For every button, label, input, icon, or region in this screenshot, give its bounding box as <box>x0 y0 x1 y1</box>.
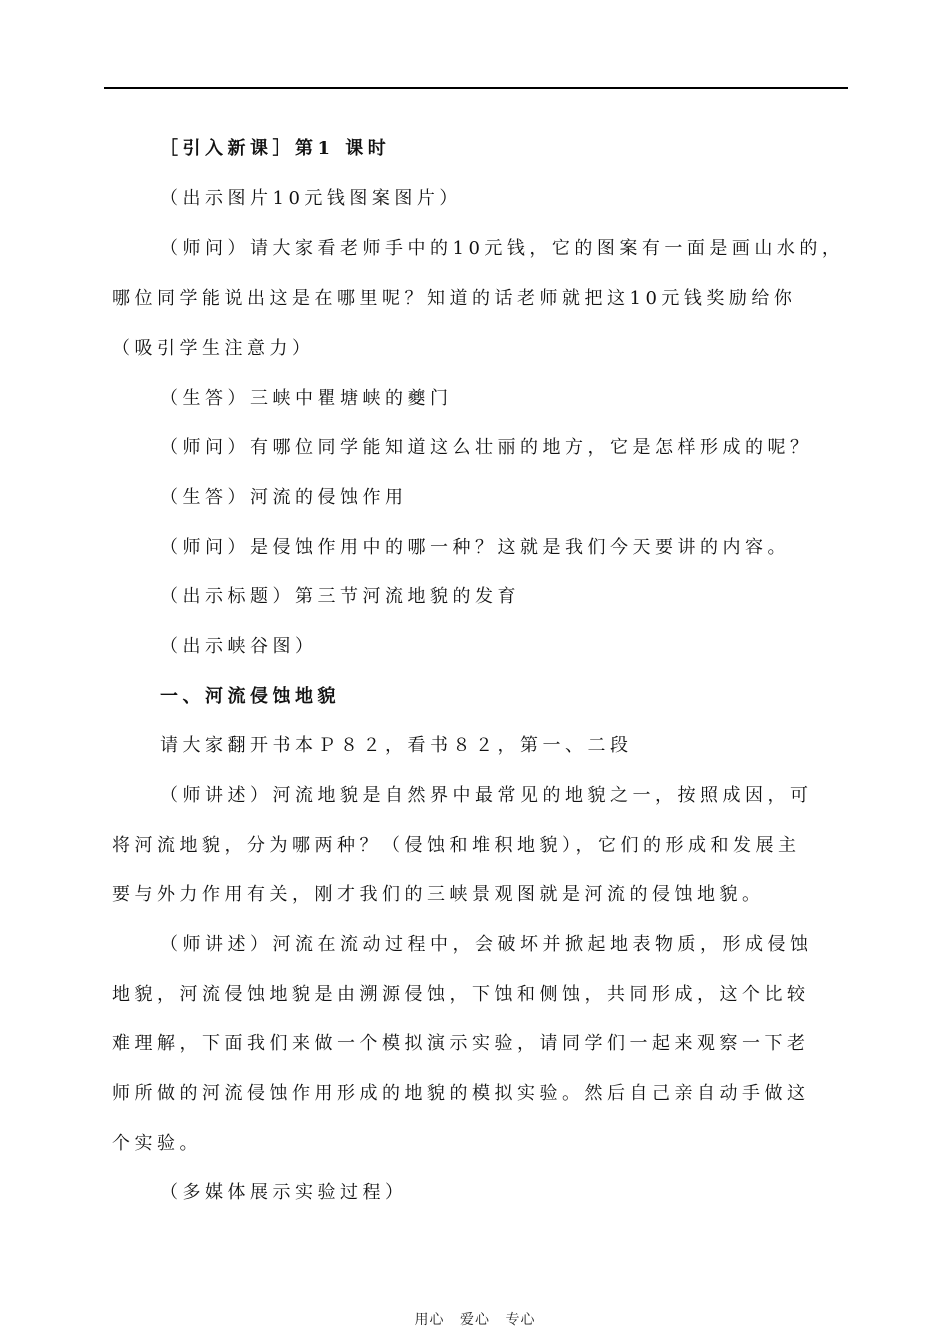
paragraph-line: （师讲述）河流在流动过程中，会破坏并掀起地表物质，形成侵蚀 <box>160 934 813 955</box>
paragraph-line: 师所做的河流侵蚀作用形成的地貌的模拟实验。然后自己亲自动手做这 <box>112 1083 810 1104</box>
paragraph-line: （出示标题）第三节河流地貌的发育 <box>160 586 520 607</box>
paragraph-line: （师讲述）河流地貌是自然界中最常见的地貌之一，按照成因，可 <box>160 785 813 806</box>
lesson-intro-heading: ［引入新课］第1 课时 <box>160 138 391 159</box>
paragraph-line: 将河流地貌，分为哪两种？（侵蚀和堆积地貌），它们的形成和发展主 <box>112 835 801 856</box>
paragraph-line: 个实验。 <box>112 1133 202 1154</box>
paragraph-line: 地貌，河流侵蚀地貌是由溯源侵蚀，下蚀和侧蚀，共同形成，这个比较 <box>112 984 810 1005</box>
section-heading: 一、河流侵蚀地貌 <box>160 686 340 707</box>
header-rule <box>104 87 848 89</box>
paragraph-line: （生答）河流的侵蚀作用 <box>160 487 408 508</box>
paragraph-line: 要与外力作用有关，刚才我们的三峡景观图就是河流的侵蚀地貌。 <box>112 884 765 905</box>
paragraph-line: 难理解，下面我们来做一个模拟演示实验，请同学们一起来观察一下老 <box>112 1033 810 1054</box>
paragraph-line: （师问）请大家看老师手中的10元钱，它的图案有一面是画山水的， <box>160 238 845 259</box>
page-footer: 用心 爱心 专心 <box>414 1312 536 1328</box>
paragraph-line: 哪位同学能说出这是在哪里呢？知道的话老师就把这10元钱奖励给你 <box>112 288 797 309</box>
paragraph-line: （生答）三峡中瞿塘峡的夔门 <box>160 388 453 409</box>
paragraph-line: （出示峡谷图） <box>160 636 318 657</box>
paragraph-line: （师问）有哪位同学能知道这么壮丽的地方，它是怎样形成的呢？ <box>160 437 813 458</box>
paragraph-line: 请大家翻开书本Ｐ８２，看书８２，第一、二段 <box>160 735 633 756</box>
paragraph-line: （吸引学生注意力） <box>112 338 315 359</box>
paragraph-line: （出示图片10元钱图案图片） <box>160 188 462 209</box>
paragraph-line: （多媒体展示实验过程） <box>160 1182 408 1203</box>
paragraph-line: （师问）是侵蚀作用中的哪一种？这就是我们今天要讲的内容。 <box>160 537 790 558</box>
